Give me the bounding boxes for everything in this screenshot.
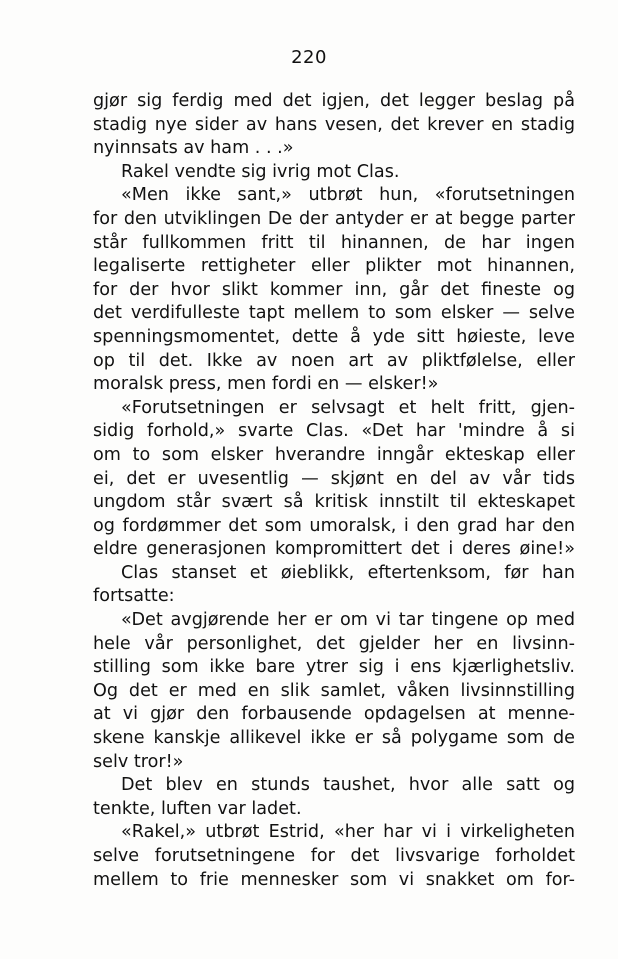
text-line: at vi gjør den forbausende opdagelsen at menne- [93,704,575,725]
text-line: moralsk press, men fordi en — elsker!» [93,374,439,395]
text-line: for den utviklingen De der antyder er at begge parter [93,208,575,229]
text-line: spenningsmomentet, dette å yde sitt høieste, leve [93,326,575,347]
text-line: legaliserte rettigheter eller plikter mot hinannen, [93,256,575,277]
text-line: nyinnsats av ham . . .» [93,138,294,159]
text-line: ungdom står svært så kritisk innstilt til ekteskapet [93,492,575,513]
text-line: Og det er med en slik samlet, våken livsinnstilling [93,680,575,701]
text-line: op til det. Ikke av noen art av pliktfølelse, eller [93,350,575,371]
text-line: står fullkommen fritt til hinannen, de har ingen [93,232,575,253]
text-line: fortsatte: [93,586,175,607]
text-line: sidig forhold,» svarte Clas. «Det har 'mindre å si [93,421,575,442]
page-number: 220 [291,47,327,68]
text-line: hele vår personlighet, det gjelder her en livsinn- [93,633,575,654]
text-line: ei, det er uvesentlig — skjønt en del av vår tids [93,468,575,489]
text-line: Clas stanset et øieblikk, eftertenksom, før han [121,562,575,583]
text-line: eldre generasjonen kompromittert det i deres øine!» [93,539,575,560]
text-line: stilling som ikke bare ytrer sig i ens kjærlighetsliv. [93,657,575,678]
text-line: «Men ikke sant,» utbrøt hun, «forutsetningen [121,185,575,206]
text-line: tenkte, luften var ladet. [93,798,302,819]
text-line: stadig nye sider av hans vesen, det krever en stadig [93,114,575,135]
text-line: og fordømmer det som umoralsk, i den grad har den [93,515,575,536]
text-line: «Forutsetningen er selvsagt et helt fritt, gjen- [121,397,575,418]
body-text [93,90,575,892]
text-line: gjør sig ferdig med det igjen, det legger beslag på [93,91,575,111]
text-line: Det blev en stunds taushet, hvor alle satt og [121,775,575,796]
text-line: selv tror!» [93,751,184,772]
text-line: «Det avgjørende her er om vi tar tingene op med [121,610,575,631]
text-line: mellem to frie mennesker som vi snakket om for- [93,869,575,890]
text-line: det verdifulleste tapt mellem to som elsker — selve [93,303,575,324]
text-line: Rakel vendte sig ivrig mot Clas. [121,161,400,182]
text-line: for der hvor slikt kommer inn, går det fineste og [93,279,575,300]
text-line: skene kanskje allikevel ikke er så polygame som de [93,728,575,749]
text-line: selve forutsetningene for det livsvarige forholdet [93,846,575,866]
text-line: «Rakel,» utbrøt Estrid, «her har vi i virkeligheten [121,822,575,843]
text-line: om to som elsker hverandre inngår ekteskap eller [93,444,575,465]
